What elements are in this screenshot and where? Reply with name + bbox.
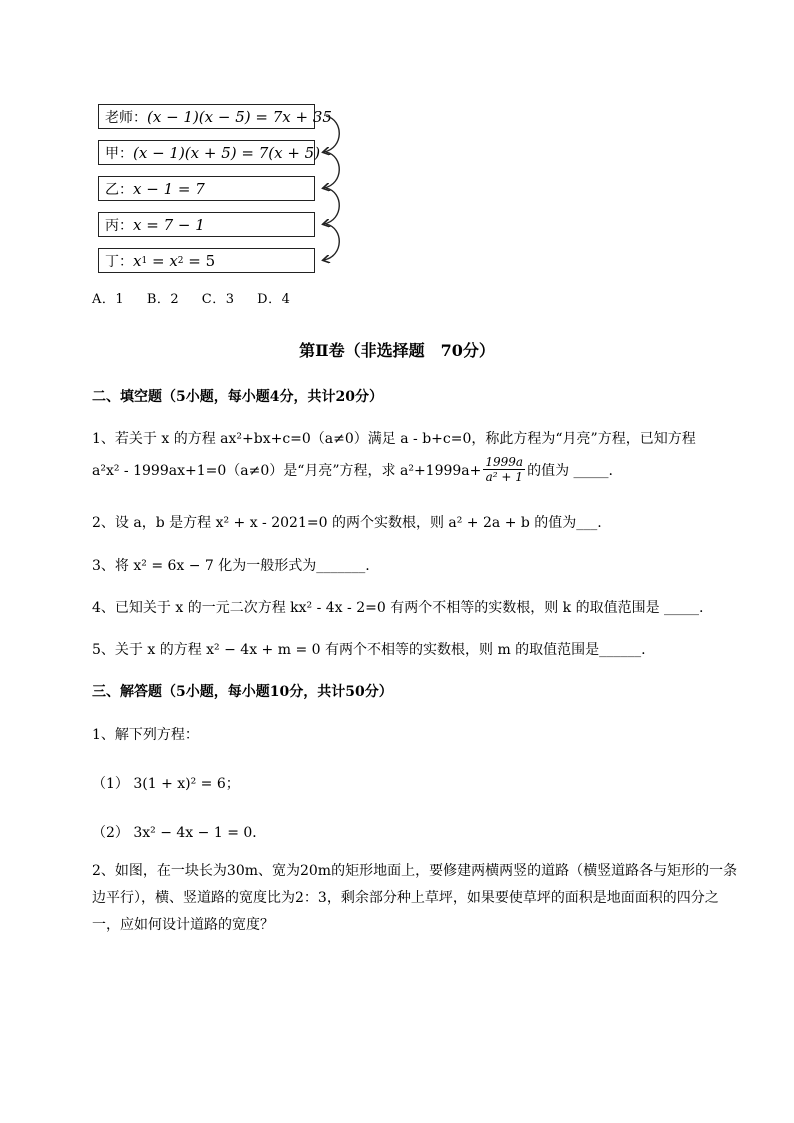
question-4: 4、已知关于 x 的一元二次方程 kx² - 4x - 2=0 有两个不相等的实数根，则 k 的取值范围是 _____.	[92, 600, 704, 616]
step-math-x2: x	[169, 251, 178, 270]
section-title: 第Ⅱ卷（非选择题 70分）	[299, 341, 495, 360]
question-5: 5、关于 x 的方程 x² − 4x + m = 0 有两个不相等的实数根，则 m 的取值范围是______.	[92, 642, 646, 658]
choice-b: B．2	[146, 292, 180, 307]
step-math: (x − 1)(x − 5) = 7x + 35	[147, 107, 332, 126]
step-math: x − 1 = 7	[133, 179, 205, 198]
step-label: 丁：	[105, 253, 133, 270]
step-math: (x − 1)(x + 5) = 7(x + 5)	[133, 143, 321, 162]
curved-arrows-icon	[318, 110, 358, 270]
step-label: 丙：	[105, 217, 133, 234]
step-label: 老师：	[105, 109, 147, 126]
question-1-fraction	[483, 455, 525, 484]
step-math-x1: x	[133, 251, 142, 270]
answer-1-part2: （2） 3x² − 4x − 1 = 0．	[92, 825, 267, 841]
step-math-eq1: =	[147, 251, 170, 270]
step-box-jia	[98, 140, 321, 165]
answer-section-heading: 三、解答题（5小题，每小题10分，共计50分）	[92, 684, 393, 700]
choice-d: D．4	[257, 292, 291, 307]
step-label: 甲：	[105, 145, 133, 162]
step-math-sub2: 2	[177, 255, 184, 266]
question-1-line1: 1、若关于 x 的方程 ax²+bx+c=0（a≠0）满足 a - b+c=0，称此方程为“月亮”方程，已知方程	[92, 431, 696, 447]
answer-1-part1: （1） 3(1 + x)² = 6；	[92, 776, 240, 792]
step-math-sub1: 1	[141, 255, 148, 266]
answer-choices	[92, 288, 308, 307]
answer-2: 2、如图，在一块长为30m、宽为20m的矩形地面上，要修建两横两竖的道路（横竖道路各与矩形的一条边平行），横、竖道路的宽度比为2：3，剩余部分种上草坪，如果要使草坪的面积是地面面积的四分之一，应如何设计道路的宽度？	[92, 863, 738, 933]
answer-1-title: 1、解下列方程：	[92, 727, 199, 743]
step-box-yi	[98, 176, 315, 201]
step-math: x = 7 − 1	[133, 215, 205, 234]
question-1-line2	[92, 455, 613, 484]
question-2: 2、设 a，b 是方程 x² + x - 2021=0 的两个实数根，则 a² + 2a + b 的值为___.	[92, 515, 602, 531]
step-box-ding	[98, 248, 315, 273]
question-3: 3、将 x² = 6x − 7 化为一般形式为_______.	[92, 558, 370, 574]
choice-c: C．3	[201, 292, 235, 307]
step-label: 乙：	[105, 181, 133, 198]
step-box-bing	[98, 212, 315, 237]
fraction-denominator: a² + 1	[485, 470, 523, 484]
step-box-teacher	[98, 104, 332, 129]
step-math-eq2: = 5	[183, 251, 216, 270]
question-1-line2-text: a²x² - 1999ax+1=0（a≠0）是“月亮”方程，求 a²+1999a+	[92, 462, 482, 479]
fraction-numerator: 1999a	[485, 455, 524, 469]
choice-a: A．1	[92, 292, 125, 307]
fill-blank-heading: 二、填空题（5小题，每小题4分，共计20分）	[92, 389, 383, 405]
question-1-line2-end: 的值为 _____.	[527, 462, 613, 479]
